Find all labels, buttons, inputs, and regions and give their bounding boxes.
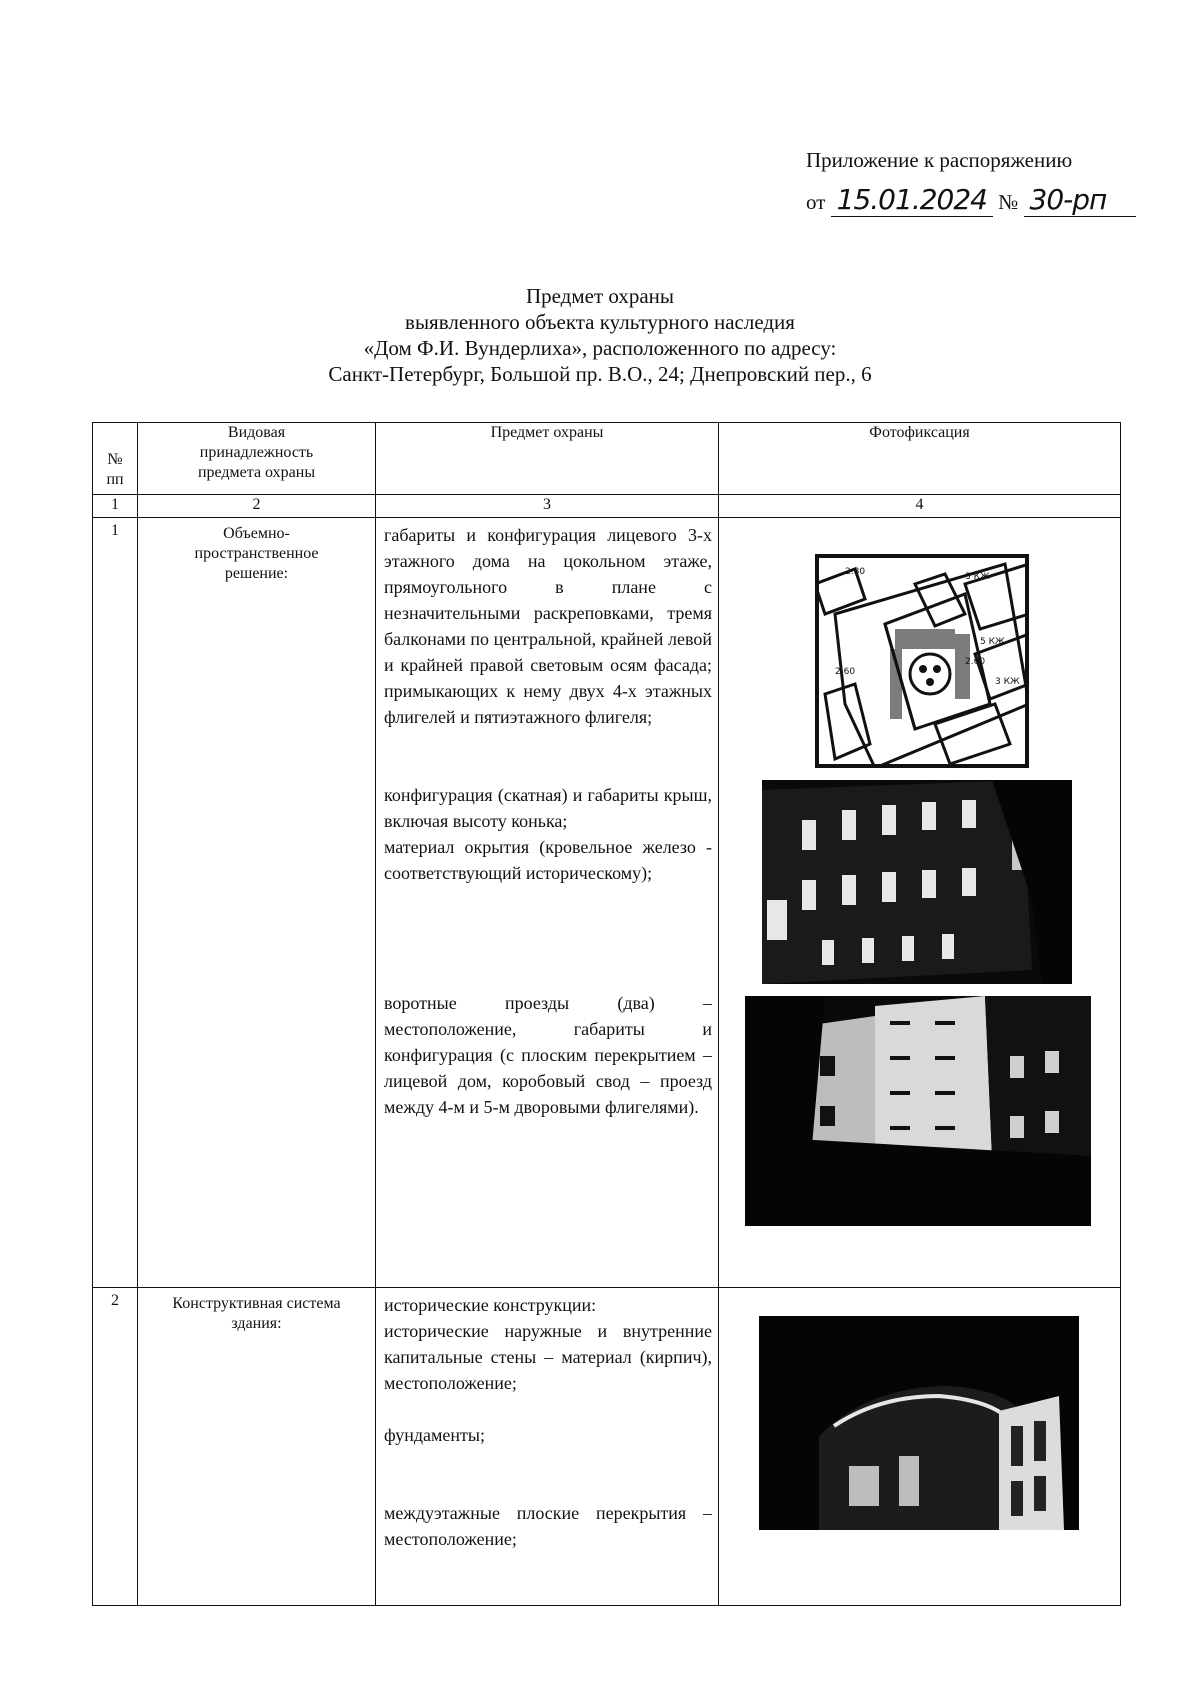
header-no-line1: № <box>107 451 123 468</box>
header-type-line3: предмета охраны <box>197 464 316 481</box>
appendix-title: Приложение к распоряжению <box>806 148 1073 172</box>
header-type-line2: принадлежность <box>199 444 314 461</box>
subject-paragraph: исторические наружные и внутренние капитальные стены – материал (кирпич), местоположение; <box>384 1321 712 1393</box>
row-type-line3: решение: <box>224 565 289 582</box>
title-line-2: выявленного объекта культурного наследия <box>405 310 795 334</box>
title-line-4: Санкт-Петербург, Большой пр. В.О., 24; Днепровский пер., 6 <box>328 362 872 386</box>
svg-text:2.60: 2.60 <box>835 667 856 677</box>
table-row <box>93 1288 1121 1606</box>
subject-paragraph: исторические конструкции: <box>384 1295 597 1315</box>
row-photos <box>719 1288 1121 1606</box>
row-photos <box>719 518 1121 1288</box>
header-no <box>93 423 138 495</box>
table-header-row <box>93 423 1121 495</box>
row-type-line2: здания: <box>231 1315 282 1332</box>
subject-paragraph: междуэтажные плоские перекрытия – местоположение; <box>384 1503 712 1549</box>
row-subject <box>376 518 719 1288</box>
appendix-date: 15.01.2024 <box>831 183 993 217</box>
protection-table <box>92 422 1121 1606</box>
row-type-line2: пространственное <box>194 545 319 562</box>
header-subject: Предмет охраны <box>376 423 719 495</box>
subject-paragraph: конфигурация (скатная) и габариты крыш, включая высоту конька; <box>384 785 712 831</box>
appendix-block <box>806 145 1126 217</box>
svg-text:2.60: 2.60 <box>965 657 986 667</box>
roof-photo <box>762 780 1072 984</box>
subject-paragraph: воротные проезды (два) – местоположение, габариты и конфигурация (с плоским перекрытием – лицевой дом, коробовый свод – проезд между 4-м и 5-м дворовыми флигелями). <box>384 993 712 1117</box>
row-number: 1 <box>93 518 138 1288</box>
appendix-number: 30-рп <box>1024 183 1137 217</box>
row-type-line1: Конструктивная система <box>172 1295 341 1312</box>
header-no-line2: пп <box>106 471 124 488</box>
svg-text:5 КЖ: 5 КЖ <box>980 637 1005 647</box>
header-photo: Фотофиксация <box>719 423 1121 495</box>
from-label: от <box>806 190 826 214</box>
title-line-3: «Дом Ф.И. Вундерлиха», расположенного по адресу: <box>363 336 837 360</box>
row-type-line1: Объемно- <box>223 525 290 542</box>
site-plan-image <box>815 554 1029 768</box>
row-number: 2 <box>93 1288 138 1606</box>
header-type-line1: Видовая <box>227 424 286 441</box>
courtyard-photo <box>745 996 1091 1226</box>
svg-text:3 КЖ: 3 КЖ <box>995 677 1020 687</box>
row-subject <box>376 1288 719 1606</box>
header-type <box>138 423 376 495</box>
table-row <box>93 518 1121 1288</box>
svg-text:3 КЖ: 3 КЖ <box>965 572 990 582</box>
row-type <box>138 1288 376 1606</box>
number-label: № <box>998 190 1019 214</box>
vault-photo <box>759 1316 1079 1530</box>
subject-paragraph: габариты и конфигурация лицевого 3-х этажного дома на цокольном этаже, прямоугольного в плане с незначительными раскреповками, тремя балконами по центральной, крайней левой и крайней правой световым осям фасада; примыкающих к нему двух 4-х этажных флигелей и пятиэтажного флигеля; <box>384 525 712 727</box>
appendix-ref <box>806 185 1126 217</box>
svg-text:2.80: 2.80 <box>845 567 866 577</box>
document-title <box>0 283 1200 387</box>
col-number: 1 <box>93 495 138 518</box>
col-number: 4 <box>719 495 1121 518</box>
subject-paragraph: фундаменты; <box>384 1425 485 1445</box>
col-number: 2 <box>138 495 376 518</box>
column-number-row <box>93 495 1121 518</box>
subject-paragraph: материал окрытия (кровельное железо - соответствующий историческому); <box>384 837 712 883</box>
title-line-1: Предмет охраны <box>525 284 675 308</box>
row-type <box>138 518 376 1288</box>
col-number: 3 <box>376 495 719 518</box>
